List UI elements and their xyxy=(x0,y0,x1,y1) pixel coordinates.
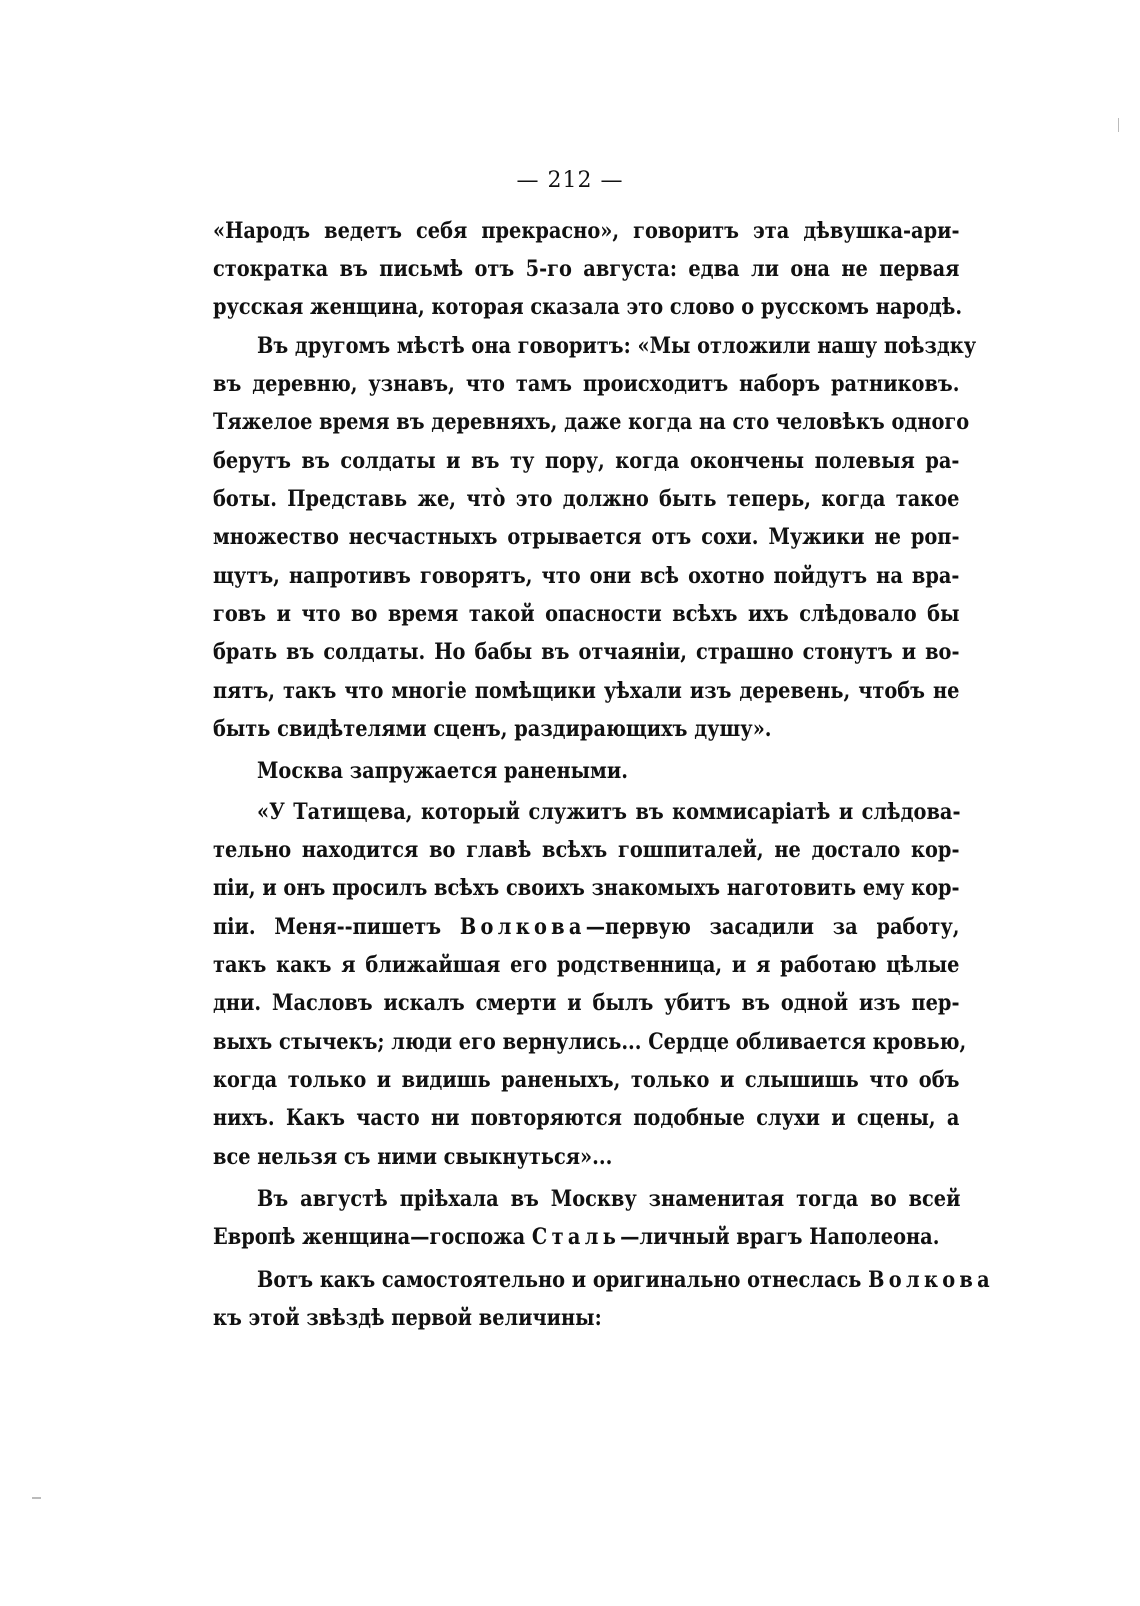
text-line xyxy=(213,912,959,942)
text-segment: —личный врагъ Наполеона. xyxy=(620,1224,940,1250)
text-line: стократка въ письмѣ отъ 5-го августа: едва ли она не первая xyxy=(213,256,960,282)
text-line: Москва запружается ранеными. xyxy=(257,758,628,784)
text-line: русская женщина, которая сказала это слово о русскомъ народѣ. xyxy=(213,294,963,320)
author-name-spaced: Волкова xyxy=(868,1267,995,1293)
page-number: — 212 — xyxy=(516,168,624,193)
scan-speck xyxy=(1118,118,1119,132)
author-name-spaced: Волкова xyxy=(459,914,586,940)
text-line: выхъ стычекъ; люди его вернулись... Сердце обливается кровью, xyxy=(213,1029,967,1055)
text-line: къ этой звѣздѣ первой величины: xyxy=(213,1305,602,1331)
text-line: «У Татищева, который служитъ въ коммисаріатѣ и слѣдова- xyxy=(257,799,961,825)
text-line: брать въ солдаты. Но бабы въ отчаяніи, страшно стонутъ и во- xyxy=(213,639,960,665)
text-line: Въ августѣ пріѣхала въ Москву знаменитая тогда во всей xyxy=(257,1186,961,1212)
text-line xyxy=(257,1265,995,1295)
text-line: въ деревню, узнавъ, что тамъ происходитъ наборъ ратниковъ. xyxy=(213,371,960,397)
scan-speck xyxy=(32,1497,41,1499)
text-segment: піи. Меня--пишетъ xyxy=(213,914,442,940)
text-line: нихъ. Какъ часто ни повторяются подобные слухи и сцены, а xyxy=(213,1105,960,1131)
text-line: все нельзя съ ними свыкнуться»... xyxy=(213,1144,613,1170)
text-line: Въ другомъ мѣстѣ она говоритъ: «Мы отложили нашу поѣздку xyxy=(257,333,977,359)
text-line: когда только и видишь раненыхъ, только и слышишь что объ xyxy=(213,1067,960,1093)
text-line: тельно находится во главѣ всѣхъ гошпиталей, не достало кор- xyxy=(213,837,960,863)
text-line xyxy=(213,1222,959,1252)
text-line: такъ какъ я ближайшая его родственница, и я работаю цѣлые xyxy=(213,952,960,978)
text-line: множество несчастныхъ отрывается отъ сохи. Мужики не роп- xyxy=(213,524,960,550)
text-line: щутъ, напротивъ говорятъ, что они всѣ охотно пойдутъ на вра- xyxy=(213,563,960,589)
text-line: піи, и онъ просилъ всѣхъ своихъ знакомыхъ наготовить ему кор- xyxy=(213,875,960,901)
text-line: быть свидѣтелями сценъ, раздирающихъ душу». xyxy=(213,716,772,742)
text-line: Тяжелое время въ деревняхъ, даже когда на сто человѣкъ одного xyxy=(213,409,970,435)
text-line: «Народъ ведетъ себя прекрасно», говоритъ эта дѣвушка-ари- xyxy=(213,218,960,244)
text-line: говъ и что во время такой опасности всѣхъ ихъ слѣдовало бы xyxy=(213,601,960,627)
text-line: дни. Масловъ искалъ смерти и былъ убитъ въ одной изъ пер- xyxy=(213,990,960,1016)
text-line: берутъ въ солдаты и въ ту пору, когда окончены полевыя ра- xyxy=(213,448,960,474)
text-segment: Европѣ женщина—госпожа xyxy=(213,1224,526,1250)
text-segment: Вотъ какъ самостоятельно и оригинально отнеслась xyxy=(257,1267,862,1293)
name-spaced: Сталь xyxy=(531,1224,621,1250)
text-line: боты. Представь же, что̀ это должно быть теперь, когда такое xyxy=(213,486,960,512)
text-line: пятъ, такъ что многіе помѣщики уѣхали изъ деревень, чтобъ не xyxy=(213,678,960,704)
text-segment: —первую засадили за работу, xyxy=(585,914,960,940)
